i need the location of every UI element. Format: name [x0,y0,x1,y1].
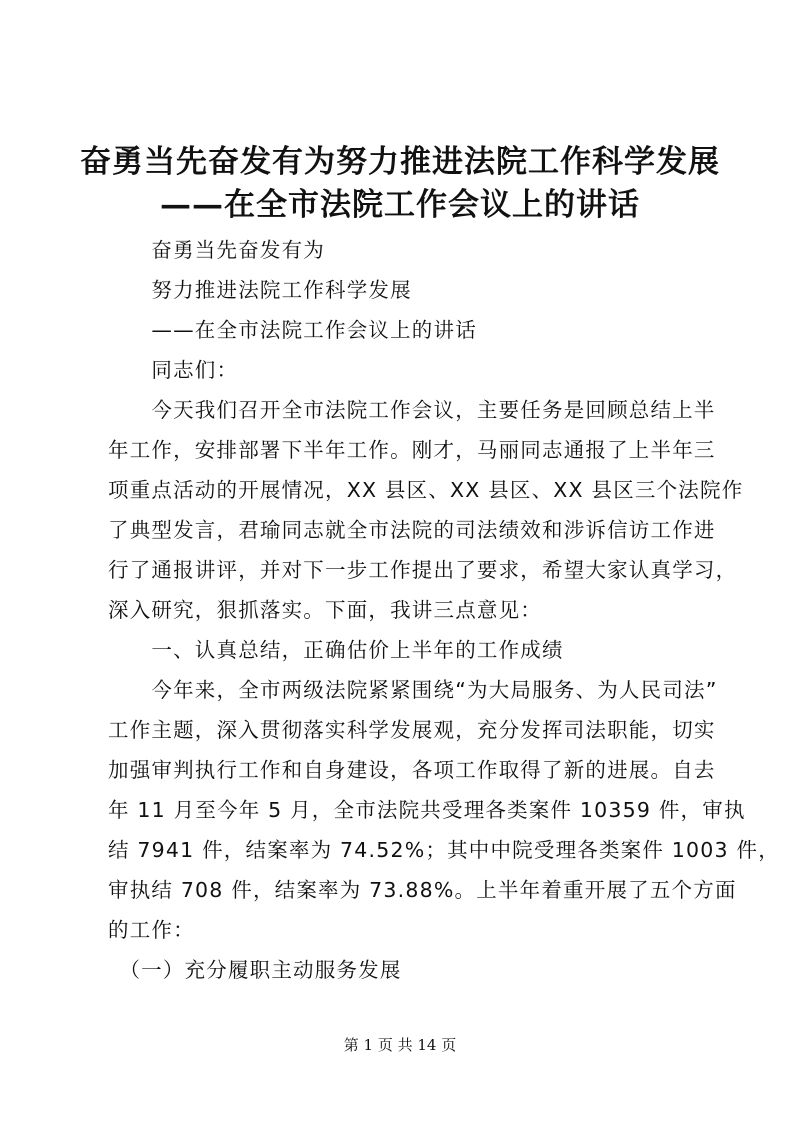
body-line: 加强审判执行工作和自身建设，各项工作取得了新的进展。自去 [108,758,716,782]
body-line: 了典型发言，君瑜同志就全市法院的司法绩效和涉诉信访工作进 [108,518,716,542]
body-line: 审执结 708 件，结案率为 73.88%。上半年着重开展了五个方面 [108,878,737,902]
body-line: 努力推进法院工作科学发展 [108,278,412,302]
body-line: 工作主题，深入贯彻落实科学发展观，充分发挥司法职能，切实 [108,718,716,742]
body-line: （一）充分履职主动服务发展 [108,958,402,982]
body-line: 的工作： [108,918,195,942]
body-line: ——在全市法院工作会议上的讲话 [108,318,477,342]
body-line: 结 7941 件，结案率为 74.52%；其中中院受理各类案件 1003 件， [108,838,780,862]
document-subtitle: ——在全市法院工作会议上的讲话 [160,187,640,223]
body-line: 一、认真总结，正确估价上半年的工作成绩 [108,638,564,662]
body-line: 今年来，全市两级法院紧紧围绕“为大局服务、为人民司法” [108,678,718,702]
body-line: 项重点活动的开展情况，XX 县区、XX 县区、XX 县区三个法院作 [108,478,744,502]
body-line: 年工作，安排部署下半年工作。刚才，马丽同志通报了上半年三 [108,438,716,462]
body-line: 年 11 月至今年 5 月，全市法院共受理各类案件 10359 件，审执 [108,798,746,822]
document-title: 奋勇当先奋发有为努力推进法院工作科学发展 [80,144,720,180]
document-body [108,230,780,990]
page-footer: 第 1 页 共 14 页 [343,1036,457,1054]
body-line: 深入研究，狠抓落实。下面，我讲三点意见： [108,598,542,622]
body-line: 奋勇当先奋发有为 [108,238,325,262]
body-line: 同志们： [108,358,239,382]
body-line: 行了通报讲评，并对下一步工作提出了要求，希望大家认真学习， [108,558,738,582]
body-line: 今天我们召开全市法院工作会议，主要任务是回顾总结上半 [108,398,716,422]
